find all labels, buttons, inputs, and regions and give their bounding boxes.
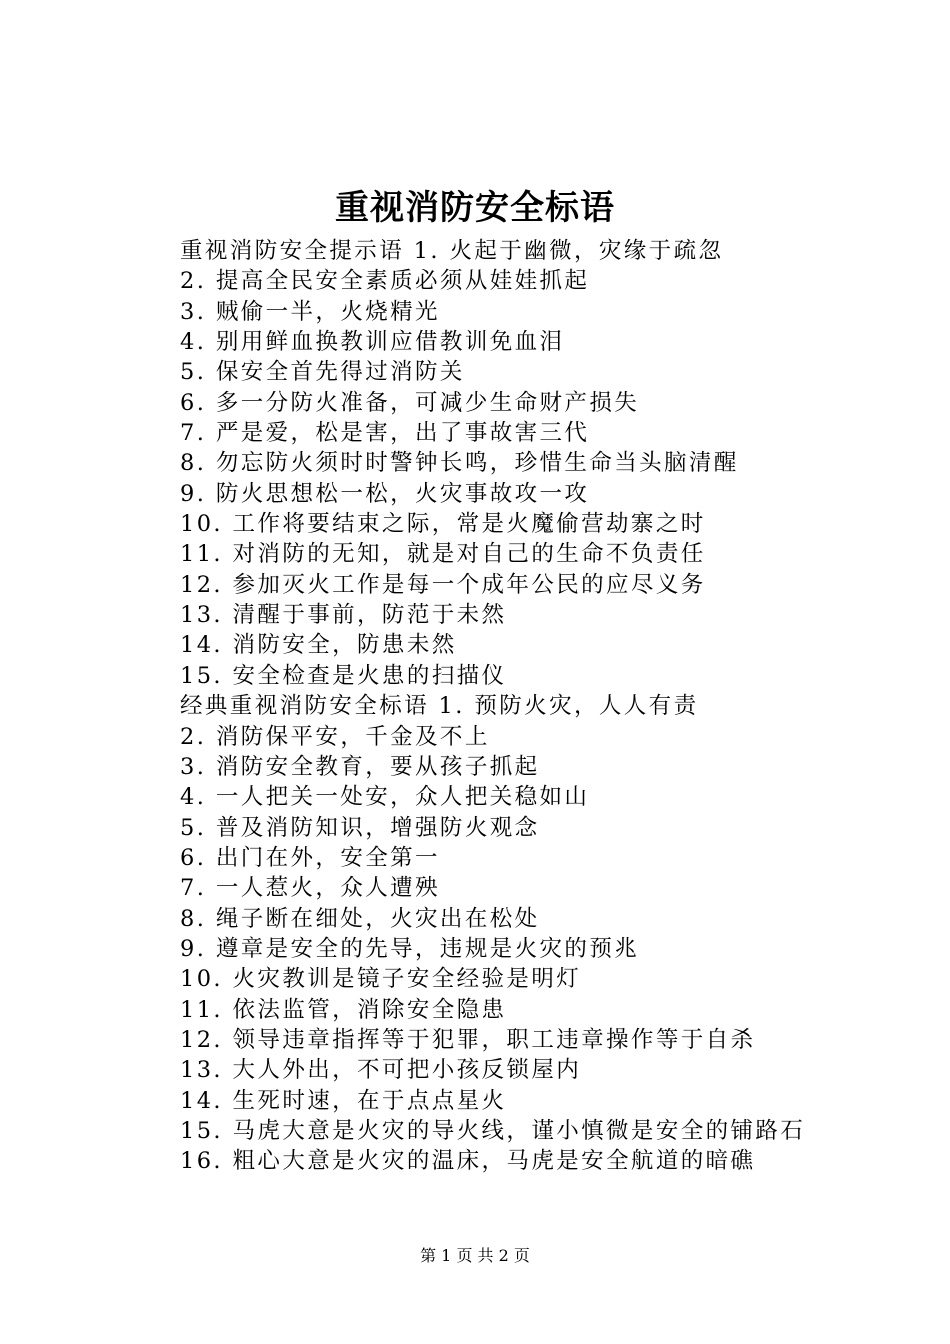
slogan-line: 8. 勿忘防火须时时警钟长鸣，珍惜生命当头脑清醒	[180, 450, 739, 477]
slogan-line: 3. 消防安全教育，要从孩子抓起	[180, 753, 540, 780]
slogan-line: 8. 绳子断在细处，火灾出在松处	[180, 905, 540, 932]
slogan-line: 4. 一人把关一处安，众人把关稳如山	[180, 784, 590, 811]
slogan-line: 7. 严是爱，松是害，出了事故害三代	[180, 420, 590, 447]
slogan-list	[180, 236, 880, 1177]
slogan-line: 11. 依法监管，消除安全隐患	[180, 996, 507, 1023]
slogan-line: 10. 火灾教训是镜子安全经验是明灯	[180, 966, 582, 993]
slogan-line: 10. 工作将要结束之际，常是火魔偷营劫寨之时	[180, 511, 706, 538]
slogan-line: 3. 贼偷一半，火烧精光	[180, 298, 440, 325]
slogan-line: 13. 清醒于事前，防范于未然	[180, 602, 507, 629]
slogan-line: 9. 防火思想松一松，火灾事故攻一攻	[180, 480, 590, 507]
slogan-line: 15. 安全检查是火患的扫描仪	[180, 662, 507, 689]
slogan-line: 5. 保安全首先得过消防关	[180, 359, 465, 386]
slogan-line: 7. 一人惹火，众人遭殃	[180, 875, 440, 902]
slogan-line: 9. 遵章是安全的先导，违规是火灾的预兆	[180, 935, 640, 962]
slogan-line: 15. 马虎大意是火灾的导火线，谨小慎微是安全的铺路石	[180, 1117, 806, 1144]
document-title: 重视消防安全标语	[335, 188, 615, 228]
slogan-line: 14. 生死时速，在于点点星火	[180, 1087, 507, 1114]
slogan-line: 16. 粗心大意是火灾的温床，马虎是安全航道的暗礁	[180, 1148, 756, 1175]
slogan-line: 13. 大人外出，不可把小孩反锁屋内	[180, 1057, 582, 1084]
slogan-line: 11. 对消防的无知，就是对自己的生命不负责任	[180, 541, 706, 568]
slogan-line: 12. 参加灭火工作是每一个成年公民的应尽义务	[180, 571, 706, 598]
slogan-line: 14. 消防安全，防患未然	[180, 632, 457, 659]
page-footer: 第 1 页 共 2 页	[420, 1246, 530, 1265]
slogan-line: 6. 出门在外，安全第一	[180, 844, 440, 871]
slogan-line: 经典重视消防安全标语 1. 预防火灾，人人有责	[180, 693, 699, 720]
slogan-line: 4. 别用鲜血换教训应借教训免血泪	[180, 329, 565, 356]
slogan-line: 6. 多一分防火准备，可减少生命财产损失	[180, 389, 640, 416]
slogan-line: 重视消防安全提示语 1. 火起于幽微，灾缘于疏忽	[180, 238, 724, 264]
slogan-line: 2. 提高全民安全素质必须从娃娃抓起	[180, 268, 590, 295]
slogan-line: 5. 普及消防知识，增强防火观念	[180, 814, 540, 841]
slogan-line: 2. 消防保平安，千金及不上	[180, 723, 490, 750]
slogan-line: 12. 领导违章指挥等于犯罪，职工违章操作等于自杀	[180, 1026, 756, 1053]
